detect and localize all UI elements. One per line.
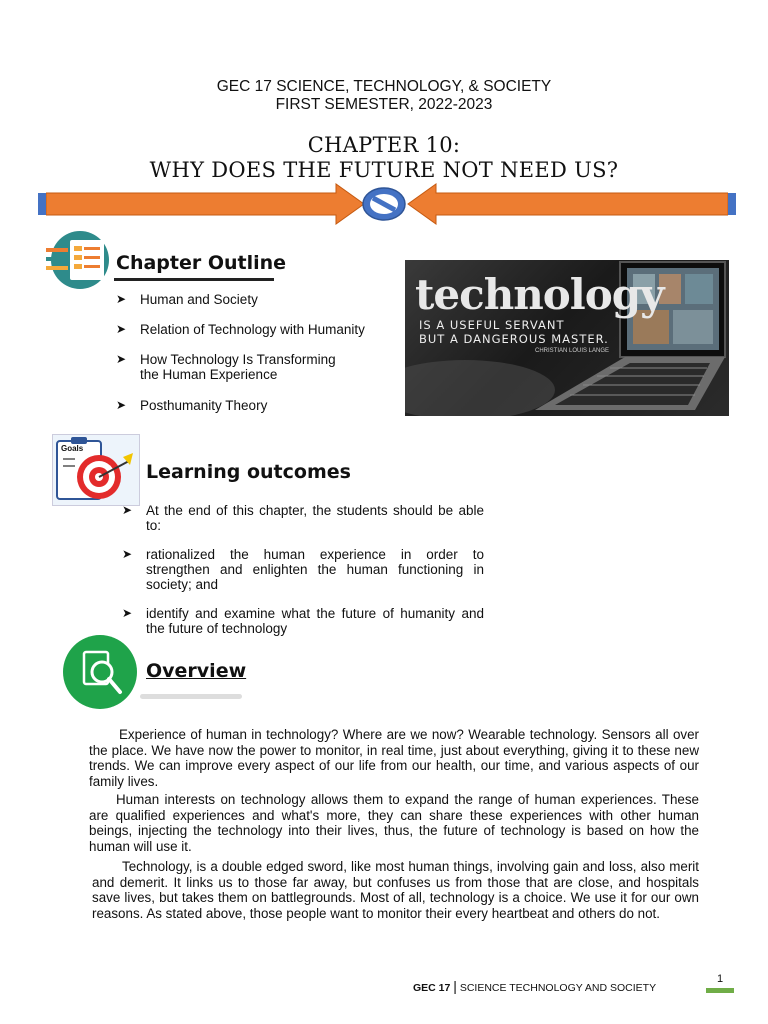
course-title: GEC 17 SCIENCE, TECHNOLOGY, & SOCIETY [216,78,552,95]
chapter-number: CHAPTER 10: [307,133,461,157]
list-item: ➤ Posthumanity Theory [116,398,268,413]
no-symbol-icon [360,185,408,223]
right-pointing-arrow [46,183,366,225]
goals-icon [52,434,140,506]
bullet-arrow-icon: ➤ [122,606,133,620]
bullet-arrow-icon: ➤ [122,503,133,517]
bullet-arrow-icon: ➤ [116,322,127,336]
footer-course-title: SCIENCE TECHNOLOGY AND SOCIETY [459,982,657,994]
overview-paragraph-1: Experience of human in technology? Where are we now? Wearable technology. Sensors all over the place. We have now the power to monitor, in real time, just about everything, giving it to these new trends. We can improve every aspect of our life from our health, our time, and various aspects of our family lives. [89,727,699,789]
page-number-bar [706,988,734,993]
bullet-arrow-icon: ➤ [116,352,127,366]
overview-title: Overview [146,660,247,682]
footer [413,978,656,994]
list-item: ➤ rationalized the human experience in order to strengthen and enlighten the human functioning in society; and [122,547,484,592]
overview-paragraph-2: Human interests on technology allows them to expand the range of human experiences. These are qualified experiences and what's more, they can share these experiences with other human beings, injecting the technology into their lives, thus, the future of technology is based on how the human will use it. [89,792,699,854]
outline-icon [44,230,114,290]
bullet-arrow-icon: ➤ [116,292,127,306]
overview-shadow [140,694,242,699]
list-item: ➤ identify and examine what the future of humanity and the future of technology [122,606,484,636]
outline-list [116,292,406,413]
right-end-cap [728,193,736,215]
outline-title-underline [114,278,274,281]
technology-photo [405,260,729,416]
overview-magnifier-icon [62,634,138,710]
bullet-arrow-icon: ➤ [122,547,133,561]
overview-paragraph-3: Technology, is a double edged sword, like most human things, involving gain and loss, also merit and demerit. It links us to those far away, but confuses us from those that are close, and hospitals save lives, but takes them on battlegrounds. Most of all, technology is a choice. We use it for our own reasons. As stated above, those people want to monitor their every heartbeat and others do not. [92,859,699,921]
learning-title: Learning outcomes [146,461,351,483]
list-item: ➤ Human and Society [116,292,258,307]
footer-separator: | [453,978,457,994]
photo-quote-line2: BUT A DANGEROUS MASTER. [419,332,609,346]
left-pointing-arrow [406,183,728,225]
goals-label: Goals [61,444,84,453]
learning-list [122,503,484,636]
photo-big-word: technology [415,270,664,319]
outline-title: Chapter Outline [116,252,287,274]
list-item: ➤ How Technology Is Transforming the Human Experience [116,352,336,382]
chapter-title: WHY DOES THE FUTURE NOT NEED US? [149,158,619,182]
left-end-cap [38,193,46,215]
semester: FIRST SEMESTER, 2022-2023 [275,96,493,113]
bullet-arrow-icon: ➤ [116,398,127,412]
list-item: ➤ At the end of this chapter, the students should be able to: [122,503,484,533]
list-item: ➤ Relation of Technology with Humanity [116,322,365,337]
page-number: 1 [716,973,724,985]
photo-credit: CHRISTIAN LOUIS LANGE [535,348,610,354]
footer-course-code: GEC 17 [413,982,451,994]
photo-quote-line1: IS A USEFUL SERVANT [419,318,565,332]
